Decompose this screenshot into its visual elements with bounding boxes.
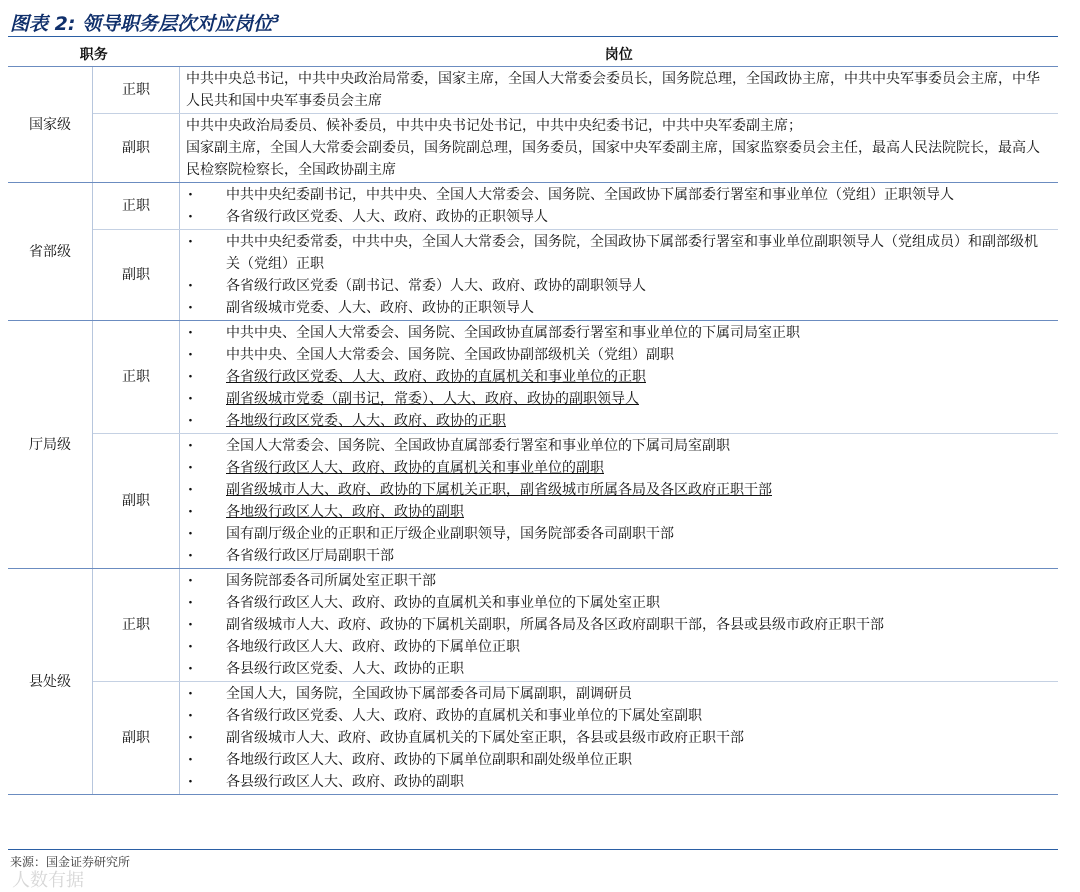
list-item: · 各地级行政区人大、政府、政协的下属单位副职和副处级单位正职 <box>186 749 1050 771</box>
header-duty: 职务 <box>8 44 180 67</box>
list-item: · 国有副厅级企业的正职和正厅级企业副职领导，国务院部委各司副职干部 <box>186 523 1050 545</box>
list-item: · 各地级行政区人大、政府、政协的副职 <box>186 501 1050 523</box>
list-item: · 各地级行政区党委、人大、政府、政协的正职 <box>186 410 1050 432</box>
rank-cell: 正职 <box>93 321 180 434</box>
list-item: · 副省级城市党委（副书记，常委）、人大、政府、政协的副职领导人 <box>186 388 1050 410</box>
position-text: 中共中央总书记，中共中央政治局常委，国家主席，全国人大常委会委员长，国务院总理，全国政协主席，中共中央军事委员会主席，中华人民共和国中央军事委员会主席 <box>186 71 1040 109</box>
list-item: · 全国人大常委会、国务院、全国政协直属部委行署室和事业单位的下属司局室副职 <box>186 435 1050 457</box>
list-item: · 各县级行政区人大、政府、政协的副职 <box>186 771 1050 793</box>
table-row <box>8 434 1058 569</box>
list-item: · 各省级行政区人大、政府、政协的直属机关和事业单位的下属处室正职 <box>186 592 1050 614</box>
level-national: 国家级 <box>8 67 93 183</box>
list-item: · 副省级城市人大、政府、政协直属机关的下属处室正职，各县或县级市政府正职干部 <box>186 727 1050 749</box>
rank-cell: 副职 <box>93 230 180 321</box>
list-item: · 中共中央、全国人大常委会、国务院、全国政协副部级机关（党组）副职 <box>186 344 1050 366</box>
table-row <box>8 183 1058 230</box>
table-header-row <box>8 44 1058 67</box>
list-item: · 各县级行政区党委、人大、政协的正职 <box>186 658 1050 680</box>
list-item: · 各省级行政区党委、人大、政府、政协的直属机关和事业单位的正职 <box>186 366 1050 388</box>
table-row <box>8 569 1058 682</box>
rank-cell: 正职 <box>93 569 180 682</box>
list-item: · 副省级城市人大、政府、政协的下属机关正职，副省级城市所属各局及各区政府正职干部 <box>186 479 1050 501</box>
list-item: · 中共中央、全国人大常委会、国务院、全国政协直属部委行署室和事业单位的下属司局室正职 <box>186 322 1050 344</box>
position-cell <box>180 183 1059 230</box>
position-text: 中共中央政治局委员、候补委员，中共中央书记处书记，中共中央纪委书记，中共中央军委副主席； <box>186 118 802 134</box>
table-row <box>8 230 1058 321</box>
list-item: · 副省级城市人大、政府、政协的下属机关副职，所属各局及各区政府副职干部，各县或县级市政府正职干部 <box>186 614 1050 636</box>
table-row <box>8 682 1058 795</box>
list-item: · 各省级行政区党委（副书记、常委）人大、政府、政协的副职领导人 <box>186 275 1050 297</box>
table-row <box>8 114 1058 183</box>
rank-cell: 副职 <box>93 114 180 183</box>
position-cell <box>180 682 1059 795</box>
position-cell <box>180 230 1059 321</box>
list-item: · 各省级行政区厅局副职干部 <box>186 545 1050 567</box>
level-county: 县处级 <box>8 569 93 795</box>
rank-cell: 正职 <box>93 183 180 230</box>
position-cell <box>180 114 1059 183</box>
position-table <box>8 44 1058 795</box>
list-item: · 副省级城市党委、人大、政府、政协的正职领导人 <box>186 297 1050 319</box>
header-position: 岗位 <box>180 44 1059 67</box>
list-item: · 全国人大，国务院，全国政协下属部委各司局下属副职，副调研员 <box>186 683 1050 705</box>
list-item: · 各省级行政区人大、政府、政协的直属机关和事业单位的副职 <box>186 457 1050 479</box>
list-item: · 各省级行政区党委、人大、政府、政协的正职领导人 <box>186 206 1050 228</box>
rank-cell: 正职 <box>93 67 180 114</box>
position-cell <box>180 434 1059 569</box>
source-note: 来源：国金证券研究所 <box>10 855 131 869</box>
position-cell <box>180 67 1059 114</box>
position-cell <box>180 321 1059 434</box>
table-row <box>8 67 1058 114</box>
position-text: 国家副主席，全国人大常委会副委员，国务院副总理，国务委员，国家中央军委副主席，国家监察委员会主任，最高人民法院院长，最高人民检察院检察长，全国政协副主席 <box>186 140 1040 178</box>
list-item: · 各省级行政区党委、人大、政府、政协的直属机关和事业单位的下属处室副职 <box>186 705 1050 727</box>
list-item: · 中共中央纪委常委，中共中央，全国人大常委会，国务院，全国政协下属部委行署室和事业单位副职领导人（党组成员）和副部级机关（党组）正职 <box>186 231 1050 275</box>
watermark: 人数有据 <box>12 870 84 891</box>
rank-cell: 副职 <box>93 434 180 569</box>
list-item: · 国务院部委各司所属处室正职干部 <box>186 570 1050 592</box>
level-bureau: 厅局级 <box>8 321 93 569</box>
title-bar <box>8 6 1058 37</box>
table-row <box>8 321 1058 434</box>
source-divider <box>8 849 1058 850</box>
level-provincial: 省部级 <box>8 183 93 321</box>
list-item: · 中共中央纪委副书记，中共中央、全国人大常委会、国务院、全国政协下属部委行署室和事业单位（党组）正职领导人 <box>186 184 1050 206</box>
position-cell <box>180 569 1059 682</box>
list-item: · 各地级行政区人大、政府、政协的下属单位正职 <box>186 636 1050 658</box>
figure-title: 图表 2: 领导职务层次对应岗位$^3$ <box>10 12 280 35</box>
rank-cell: 副职 <box>93 682 180 795</box>
